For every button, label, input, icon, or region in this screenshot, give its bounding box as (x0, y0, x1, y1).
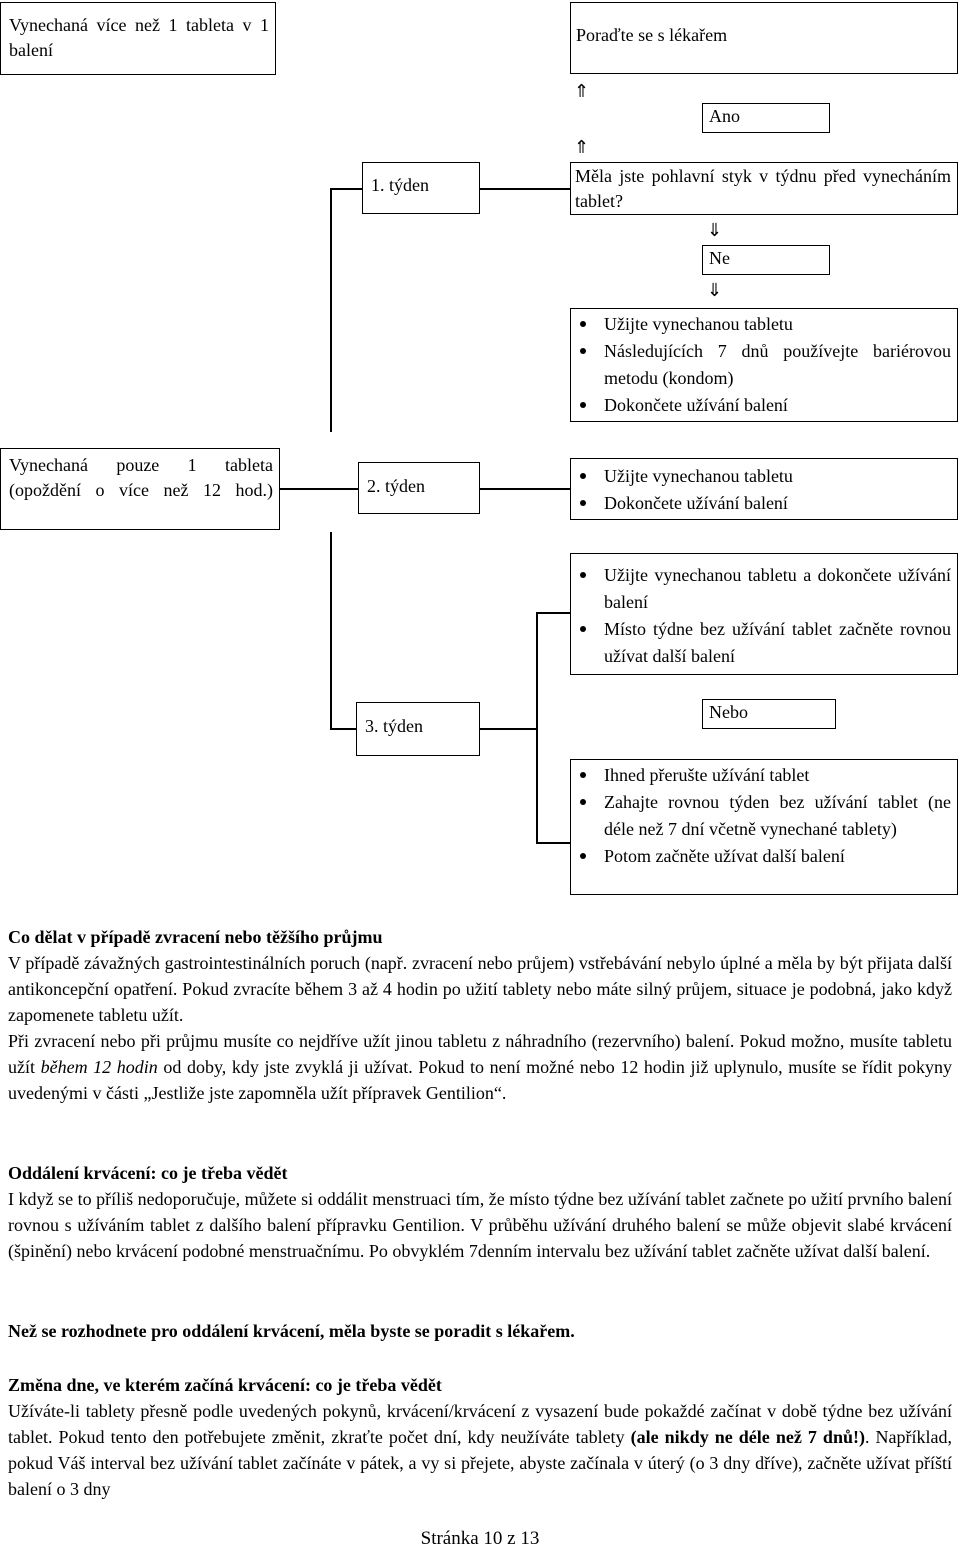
change-paragraph-end: . Například, pokud Váš interval bez užívání tablet začínáte v pátek, a vy si přejete, abyste začínala v úterý (o 3 dny dříve), začněte užívat příští balení o 3 dny (8, 1427, 952, 1499)
connector-line (536, 612, 538, 842)
vomiting-paragraph-2-end: od doby, kdy jste zvyklá ji užívat. Pokud to není možné nebo 12 hodin již uplynulo, musíte se řídit pokyny uvedenými v části „Jestliže jste zapomněla užít přípravek Gentilion“. (8, 1057, 952, 1103)
connector-line (480, 488, 570, 490)
week3-option-a-list (574, 562, 951, 670)
change-heading: Změna dne, ve kterém začíná krvácení: co je třeba vědět (8, 1375, 442, 1395)
yes-label: Ano (709, 106, 740, 126)
change-section (8, 1372, 952, 1502)
week1-steps-list (574, 311, 951, 419)
week3-option-a-box (570, 553, 958, 675)
list-item: Potom začněte užívat další balení (574, 843, 951, 870)
connector-line (330, 188, 332, 432)
vomiting-paragraph-2-emphasis: během 12 hodin (40, 1057, 158, 1077)
case-more-tablets-text: Vynechaná více než 1 tableta v 1 balení (9, 15, 269, 60)
change-paragraph-start: Užíváte-li tablety přesně podle uvedených pokynů, krvácení/krvácení z vysazení bude pokaždé začínat v době týdne bez užívání tablet. Pokud tento den potřebujete změnit, zkraťte počet dní, kdy neužíváte tablety (8, 1401, 952, 1447)
down-arrow-icon: ⇓ (707, 280, 723, 301)
week2-steps-list (574, 463, 951, 517)
consult-doctor-text: Poraďte se s lékařem (576, 25, 728, 45)
case-more-tablets-box (0, 2, 276, 75)
question-text: Měla jste pohlavní styk v týdnu před vynecháním tablet? (575, 166, 951, 211)
question-box (570, 162, 958, 215)
week1-box (362, 162, 480, 214)
week2-label: 2. týden (367, 476, 425, 496)
week1-label: 1. týden (371, 175, 429, 195)
consult-doctor-box (570, 2, 958, 74)
delay-heading: Oddálení krvácení: co je třeba vědět (8, 1163, 288, 1183)
connector-line (536, 612, 570, 614)
week3-label: 3. týden (365, 716, 423, 736)
vomiting-paragraph-2-start: Při zvracení nebo při průjmu musíte co nejdříve užít jinou tabletu z náhradního (rezervního) balení. Pokud možno, musíte tabletu užít (8, 1031, 952, 1077)
vomiting-paragraph-1: V případě závažných gastrointestinálních poruch (např. zvracení nebo průjem) vstřebávání nebylo úplné a měla by být přijata další antikoncepční opatření. Pokud zvracíte během 3 až 4 hodin po užití tablety nebo máte silný průjem, situace je podobná, jako když zapomenete tabletu užít. (8, 953, 952, 1025)
delay-warning: Než se rozhodnete pro oddálení krvácení, měla byste se poradit s lékařem. (8, 1321, 575, 1341)
yes-box (702, 103, 830, 133)
list-item: Užijte vynechanou tabletu (574, 311, 951, 338)
case-one-tablet-box (0, 448, 280, 530)
change-paragraph (8, 1398, 952, 1502)
vomiting-section (8, 924, 952, 1106)
connector-line (480, 188, 570, 190)
no-box (702, 245, 830, 275)
up-arrow-icon: ⇑ (574, 137, 590, 158)
change-paragraph-bold: (ale nikdy ne déle než 7 dnů!) (630, 1427, 865, 1447)
list-item: Místo týdne bez užívání tablet začněte rovnou užívat další balení (574, 616, 951, 670)
connector-line (330, 728, 356, 730)
vomiting-paragraph-2 (8, 1028, 952, 1106)
list-item: Dokončete užívání balení (574, 392, 951, 419)
list-item: Užijte vynechanou tabletu (574, 463, 951, 490)
list-item: Užijte vynechanou tabletu a dokončete užívání balení (574, 562, 951, 616)
no-label: Ne (709, 248, 730, 268)
week2-steps-box (570, 458, 958, 520)
list-item: Ihned přerušte užívání tablet (574, 762, 951, 789)
week3-option-b-list (574, 762, 951, 870)
week2-box (358, 462, 480, 514)
week3-option-b-box (570, 759, 958, 895)
connector-line (330, 532, 332, 728)
week3-box (356, 702, 480, 756)
connector-line (536, 842, 570, 844)
list-item: Následujících 7 dnů používejte bariérovou metodu (kondom) (574, 338, 951, 392)
list-item: Dokončete užívání balení (574, 490, 951, 517)
connector-line (480, 728, 536, 730)
up-arrow-icon: ⇑ (574, 81, 590, 102)
or-box (702, 699, 836, 729)
delay-warning-section (8, 1318, 952, 1344)
vomiting-heading: Co dělat v případě zvracení nebo těžšího průjmu (8, 927, 383, 947)
delay-paragraph: I když se to příliš nedoporučuje, můžete si oddálit menstruaci tím, že místo týdne bez užívání tablet začnete po užití prvního balení rovnou s užíváním tablet z dalšího balení přípravku Gentilion. V průběhu užívání druhého balení se může objevit slabé krvácení (špinění) nebo krvácení podobné menstruačnímu. Po obvyklém 7denním intervalu bez užívání tablet začněte užívat další balení. (8, 1189, 952, 1261)
case-one-tablet-text: Vynechaná pouze 1 tableta (opoždění o více než 12 hod.) (9, 455, 273, 500)
page-number: Stránka 10 z 13 (420, 1528, 540, 1549)
connector-line (330, 188, 362, 190)
delay-section (8, 1160, 952, 1264)
down-arrow-icon: ⇓ (707, 220, 723, 241)
or-label: Nebo (709, 702, 748, 722)
list-item: Zahajte rovnou týden bez užívání tablet (ne déle než 7 dní včetně vynechané tablety) (574, 789, 951, 843)
week1-steps-box (570, 308, 958, 422)
connector-line (280, 488, 358, 490)
